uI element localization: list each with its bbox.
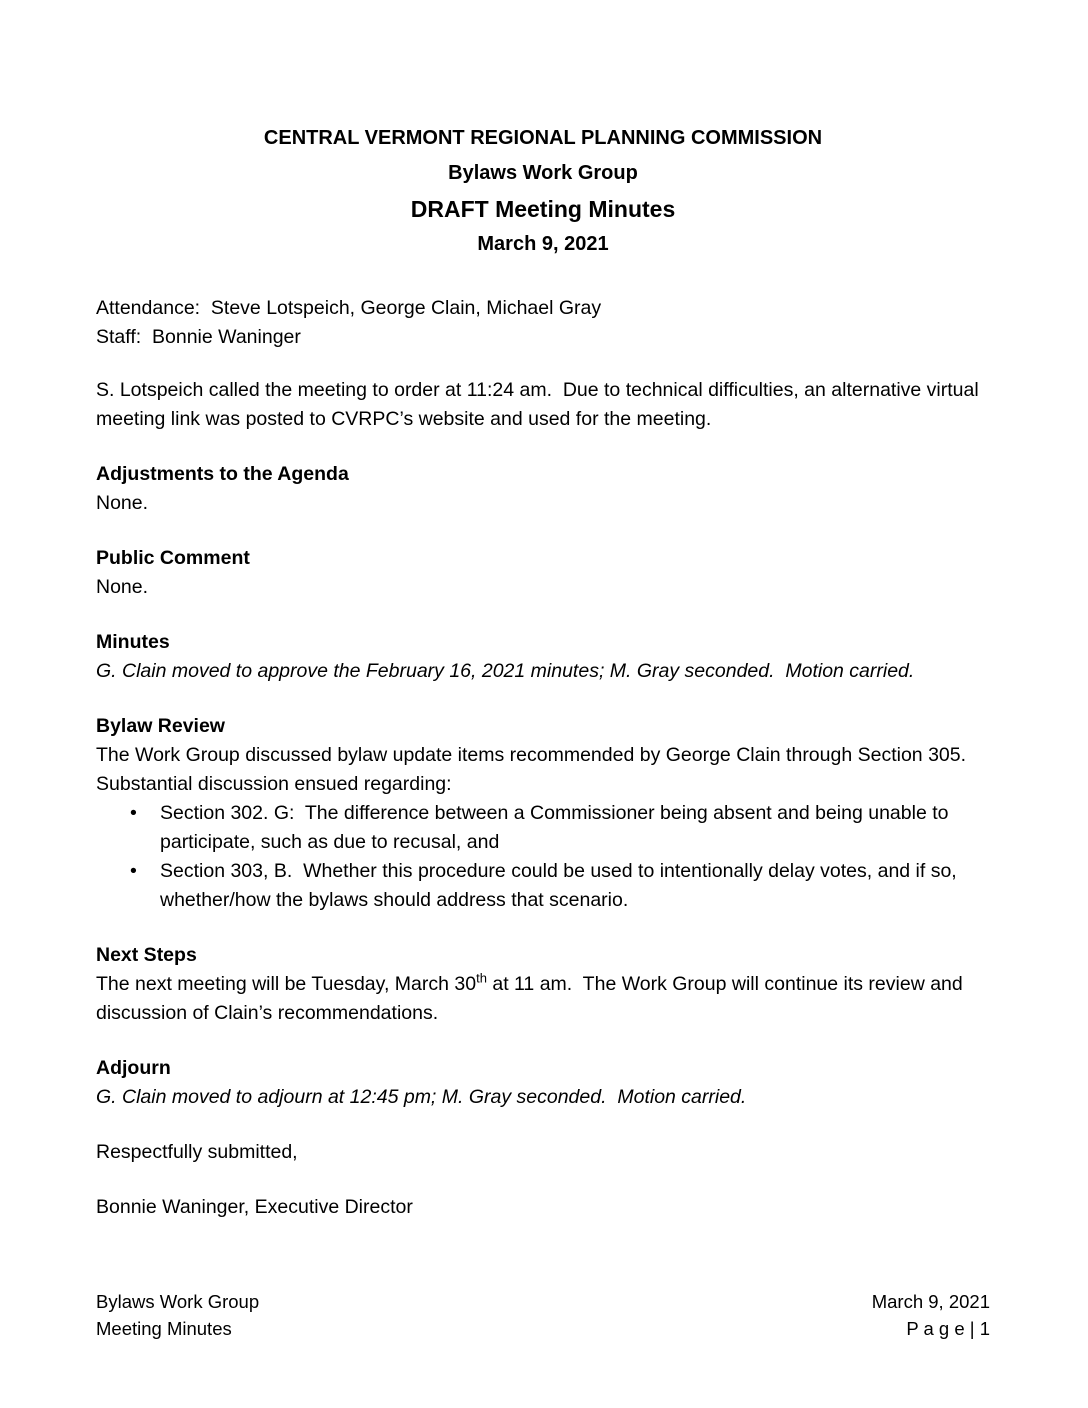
motion-text: G. Clain moved to approve the February 16, 2021 minutes; M. Gray seconded. Motion carried. (96, 660, 915, 682)
section-adjourn (96, 1054, 990, 1112)
document-title: DRAFT Meeting Minutes (410, 196, 676, 222)
section-public-comment (96, 544, 990, 602)
org-title: CENTRAL VERMONT REGIONAL PLANNING COMMISSION (263, 127, 823, 149)
staff-line: Staff: Bonnie Waninger (96, 326, 301, 348)
attendance-line: Attendance: Steve Lotspeich, George Clain, Michael Gray (96, 297, 602, 319)
section-heading: Adjourn (96, 1057, 171, 1079)
body-text-after-superscript: at 11 am. The Work Group will continue its review and discussion of Clain’s recommendations. (96, 973, 969, 1024)
section-adjustments (96, 460, 990, 518)
section-next-steps (96, 941, 990, 1028)
section-heading: Adjustments to the Agenda (96, 463, 349, 485)
document-header (96, 126, 990, 256)
signature-line: Bonnie Waninger, Executive Director (96, 1196, 413, 1218)
section-body: None. (96, 492, 149, 514)
attendance-block (96, 294, 990, 352)
body-text-before-superscript: The next meeting will be Tuesday, March 30 (96, 973, 477, 995)
section-heading: Bylaw Review (96, 715, 225, 737)
section-heading: Public Comment (96, 547, 250, 569)
footer-page-number: P a g e | 1 (906, 1318, 990, 1339)
group-title: Bylaws Work Group (448, 162, 638, 184)
footer-right (872, 1288, 990, 1342)
ordinal-superscript: th (476, 970, 487, 986)
motion-text: G. Clain moved to adjourn at 12:45 pm; M. Gray seconded. Motion carried. (96, 1086, 747, 1108)
page-footer (96, 1288, 990, 1342)
section-heading: Next Steps (96, 944, 197, 966)
footer-group-name: Bylaws Work Group (96, 1291, 260, 1312)
call-to-order-paragraph: S. Lotspeich called the meeting to order at 11:24 am. Due to technical difficulties, an alternative virtual meeting link was posted to CVRPC’s website and used for the meeting. (96, 379, 985, 430)
document-date: March 9, 2021 (477, 233, 609, 255)
section-body: None. (96, 576, 149, 598)
section-bylaw-review (96, 712, 990, 915)
section-minutes (96, 628, 990, 686)
section-heading: Minutes (96, 631, 170, 653)
footer-doc-type: Meeting Minutes (96, 1318, 232, 1339)
closing-salutation: Respectfully submitted, (96, 1141, 298, 1163)
bylaw-discussion-list (96, 799, 990, 915)
list-item: • Section 303, B. Whether this procedure could be used to intentionally delay votes, and if so, whether/how the bylaws should address that scenario. (96, 857, 990, 915)
list-item: • Section 302. G: The difference between a Commissioner being absent and being unable to participate, such as due to recusal, and (96, 799, 990, 857)
footer-date: March 9, 2021 (871, 1291, 990, 1312)
section-body (96, 970, 990, 1028)
section-body: The Work Group discussed bylaw update items recommended by George Clain through Section 305. Substantial discussion ensued regarding: (96, 744, 977, 795)
footer-left (96, 1288, 259, 1342)
